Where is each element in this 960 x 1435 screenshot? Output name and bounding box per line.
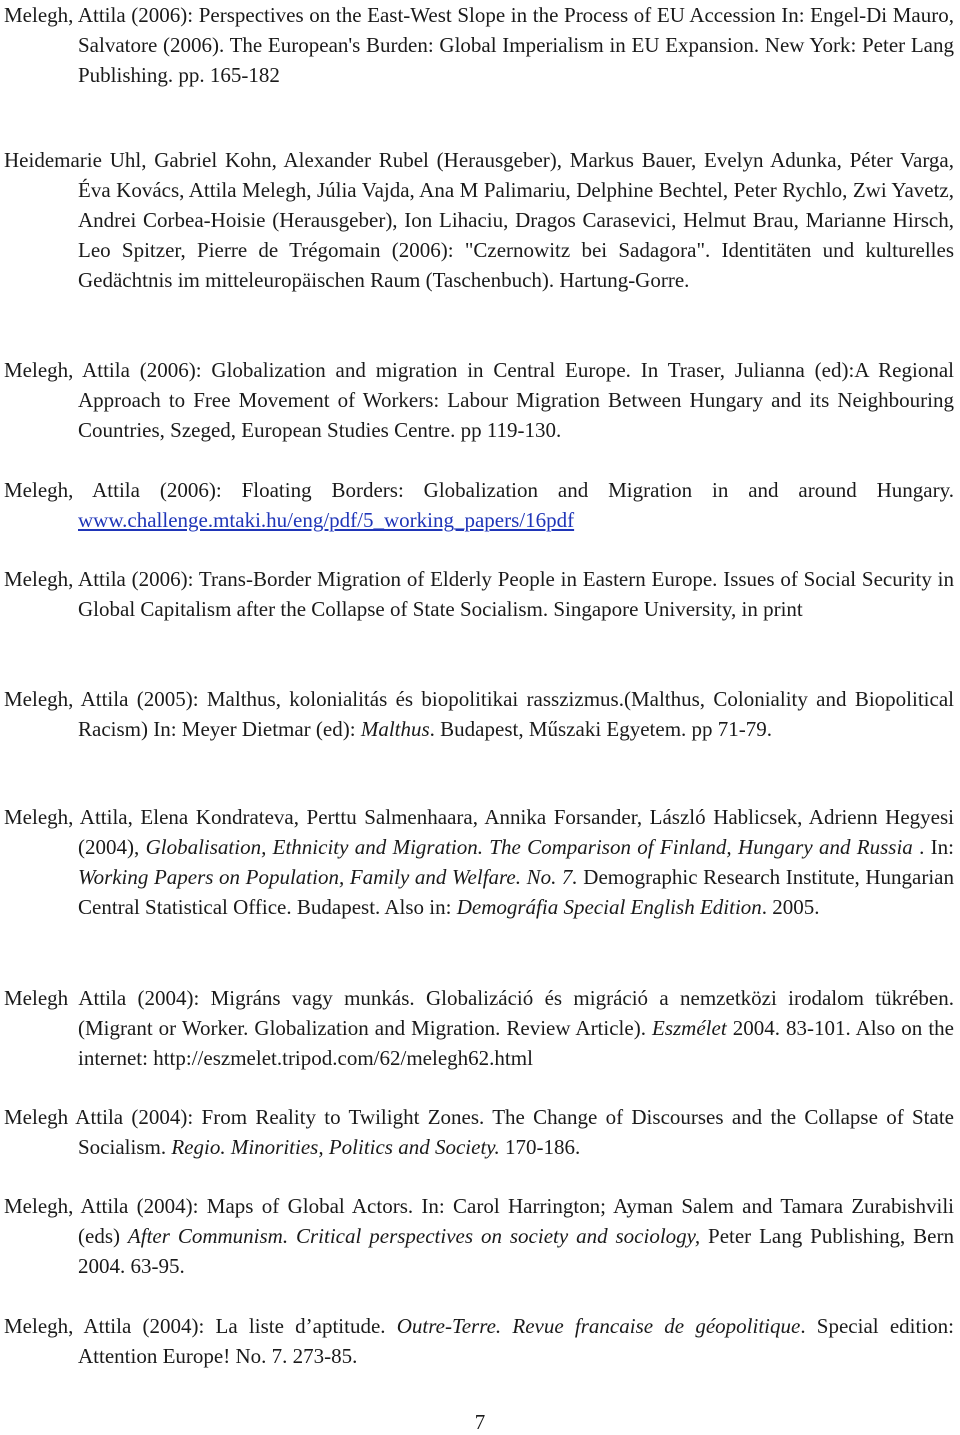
reference-italic-text: Globalisation, Ethnicity and Migration. The Comparison of Finland, Hungary and Russia bbox=[145, 835, 913, 859]
reference-text: Melegh, Attila (2004): Maps of Global Actors. In: Carol Harrington; Ayman Salem and Tamara Zurabishvili (eds) bbox=[4, 1194, 954, 1248]
reference-entry bbox=[4, 145, 954, 295]
page-number: 7 bbox=[474, 1410, 486, 1434]
reference-entry bbox=[4, 1102, 954, 1162]
reference-link[interactable]: www.challenge.mtaki.hu/eng/pdf/5_working_papers/16pdf bbox=[78, 508, 575, 532]
reference-italic-text: Malthus bbox=[360, 717, 430, 741]
reference-text: Melegh, Attila (2006): Globalization and migration in Central Europe. In Traser, Julianna (ed):A Regional Approach to Free Movement of Workers: Labour Migration Between Hungary and its Neighbouring Countries, Szeged, European Studies Centre. pp 119-130. bbox=[4, 358, 954, 442]
reference-italic-text: Regio. Minorities, Politics and Society. bbox=[171, 1135, 500, 1159]
reference-entry bbox=[4, 475, 954, 535]
reference-entry bbox=[4, 1311, 954, 1371]
reference-text: Melegh, Attila, Elena Kondrateva, Perttu Salmenhaara, Annika Forsander, László Hablicsek, Adrienn Hegyesi (2004), bbox=[4, 805, 954, 859]
reference-text: . 2005. bbox=[761, 895, 820, 919]
reference-text: Demographic Research Institute, Hungarian Central Statistical Office. Budapest. Also in: bbox=[78, 865, 954, 919]
reference-text: . Special edition: Attention Europe! No. 7. 273-85. bbox=[78, 1314, 954, 1368]
reference-italic-text: Demográfia Special English Edition bbox=[456, 895, 762, 919]
reference-text: Melegh Attila (2004): From Reality to Twilight Zones. The Change of Discourses and the Collapse of State Socialism. bbox=[4, 1105, 954, 1159]
reference-italic-text: Working Papers on Population, Family and Welfare. No. 7. bbox=[78, 865, 578, 889]
reference-italic-text: Outre-Terre. Revue francaise de géopolitique bbox=[396, 1314, 801, 1338]
reference-text: 2004. 83-101. Also on the internet: http://eszmelet.tripod.com/62/melegh62.html bbox=[78, 1016, 954, 1070]
reference-italic-text: Eszmélet bbox=[652, 1016, 727, 1040]
reference-entry bbox=[4, 564, 954, 624]
reference-text: 170-186. bbox=[499, 1135, 581, 1159]
reference-entry bbox=[4, 983, 954, 1073]
reference-entry bbox=[4, 684, 954, 744]
reference-entry bbox=[4, 802, 954, 922]
reference-text: Melegh, Attila (2005): Malthus, kolonialitás és biopolitikai rasszizmus.(Malthus, Coloniality and Biopolitical Racism) In: Meyer Dietmar (ed): bbox=[4, 687, 954, 741]
reference-text: Melegh, Attila (2006): Floating Borders: Globalization and Migration in and around Hungary. bbox=[4, 478, 954, 502]
reference-entry bbox=[4, 355, 954, 445]
reference-text: Heidemarie Uhl, Gabriel Kohn, Alexander Rubel (Herausgeber), Markus Bauer, Evelyn Adunka, Péter Varga, Éva Kovács, Attila Melegh, Júlia Vajda, Ana M Palimariu, Delphine Bechtel, Peter Rychlo, Zwi Yavetz, Andrei Corbea-Hoisie (Herausgeber), Ion Lihaciu, Dragos Carasevici, Helmut Brau, Marianne Hirsch, Leo Spitzer, Pierre de Trégomain (2006): "Czernowitz bei Sadagora". Identitäten und kulturelles Gedächtnis im mitteleuropäischen Raum (Taschenbuch). Hartung-Gorre. bbox=[4, 148, 954, 292]
reference-text: . In: bbox=[912, 835, 955, 859]
reference-text: Melegh, Attila (2006): Trans-Border Migration of Elderly People in Eastern Europe. Issues of Social Security in Global Capitalism after the Collapse of State Socialism. Singapore University, in print bbox=[4, 567, 954, 621]
reference-text: Melegh, Attila (2006): Perspectives on the East-West Slope in the Process of EU Accession In: Engel-Di Mauro, Salvatore (2006). The European's Burden: Global Imperialism in EU Expansion. New York: Peter Lang Publishing. pp. 165-182 bbox=[4, 3, 954, 87]
reference-text: . Budapest, Műszaki Egyetem. pp 71-79. bbox=[429, 717, 773, 741]
reference-entry bbox=[4, 0, 954, 90]
reference-text: Melegh Attila (2004): Migráns vagy munkás. Globalizáció és migráció a nemzetközi irodalom tükrében. (Migrant or Worker. Globalization and Migration. Review Article). bbox=[4, 986, 954, 1040]
reference-text: Peter Lang Publishing, Bern 2004. 63-95. bbox=[78, 1224, 954, 1278]
reference-italic-text: After Communism. Critical perspectives on society and sociology, bbox=[127, 1224, 701, 1248]
reference-text: Melegh, Attila (2004): La liste d’aptitude. bbox=[4, 1314, 397, 1338]
reference-entry bbox=[4, 1191, 954, 1281]
